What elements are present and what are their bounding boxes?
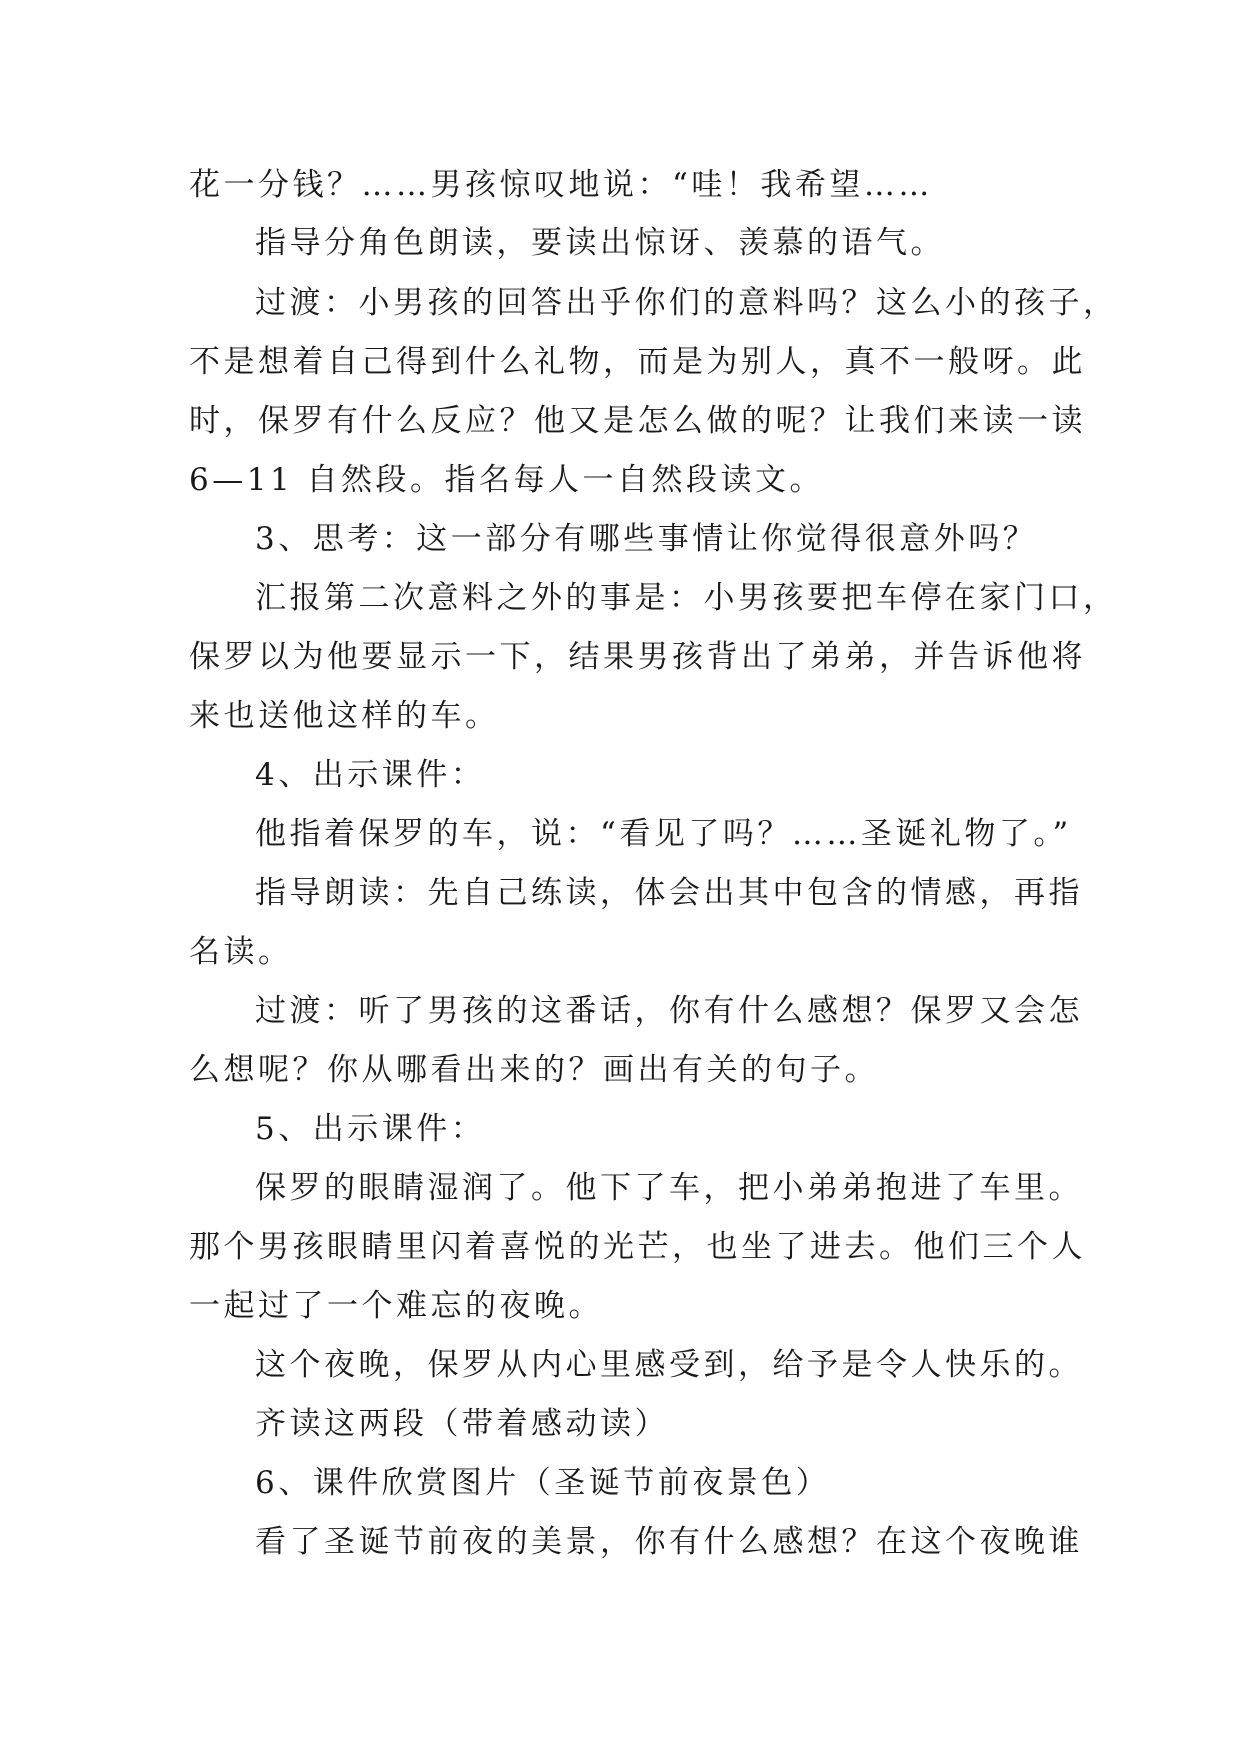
text-line-22: 齐读这两段（带着感动读）: [255, 1406, 669, 1442]
text-line-23: 6、课件欣赏图片（圣诞节前夜景色）: [255, 1465, 831, 1501]
text-line-16: 么想呢？你从哪看出来的？画出有关的句子。: [189, 1052, 879, 1088]
text-line-1: 花一分钱？……男孩惊叹地说：“哇！我希望……: [189, 167, 933, 203]
text-line-24: 看了圣诞节前夜的美景，你有什么感想？在这个夜晚谁: [255, 1524, 1083, 1560]
text-line-4: 不是想着自己得到什么礼物，而是为别人，真不一般呀。此: [189, 344, 1086, 380]
text-line-11: 4、出示课件：: [255, 757, 486, 793]
text-line-15: 过渡：听了男孩的这番话，你有什么感想？保罗又会怎: [255, 993, 1083, 1029]
text-line-3: 过渡：小男孩的回答出乎你们的意料吗？这么小的孩子，: [255, 285, 1118, 321]
text-line-20: 一起过了一个难忘的夜晚。: [189, 1288, 603, 1324]
text-line-19: 那个男孩眼睛里闪着喜悦的光芒，也坐了进去。他们三个人: [189, 1229, 1086, 1265]
text-line-17: 5、出示课件：: [255, 1111, 486, 1147]
text-line-14: 名读。: [189, 934, 293, 970]
text-line-5: 时，保罗有什么反应？他又是怎么做的呢？让我们来读一读: [189, 403, 1086, 439]
text-line-9: 保罗以为他要显示一下，结果男孩背出了弟弟，并告诉他将: [189, 639, 1086, 675]
text-line-12: 他指着保罗的车，说：“看见了吗？……圣诞礼物了。”: [255, 816, 1072, 852]
text-line-7: 3、思考：这一部分有哪些事情让你觉得很意外吗？: [255, 521, 1038, 557]
text-line-18: 保罗的眼睛湿润了。他下了车，把小弟弟抱进了车里。: [255, 1170, 1083, 1206]
text-line-8: 汇报第二次意料之外的事是：小男孩要把车停在家门口，: [255, 580, 1118, 616]
text-line-13: 指导朗读：先自己练读，体会出其中包含的情感，再指: [255, 875, 1083, 911]
text-line-21: 这个夜晚，保罗从内心里感受到，给予是令人快乐的。: [255, 1347, 1083, 1383]
text-line-2: 指导分角色朗读，要读出惊讶、羡慕的语气。: [255, 225, 945, 261]
text-line-10: 来也送他这样的车。: [189, 698, 500, 734]
text-line-6: 6—11 自然段。指名每人一自然段读文。: [189, 462, 825, 498]
